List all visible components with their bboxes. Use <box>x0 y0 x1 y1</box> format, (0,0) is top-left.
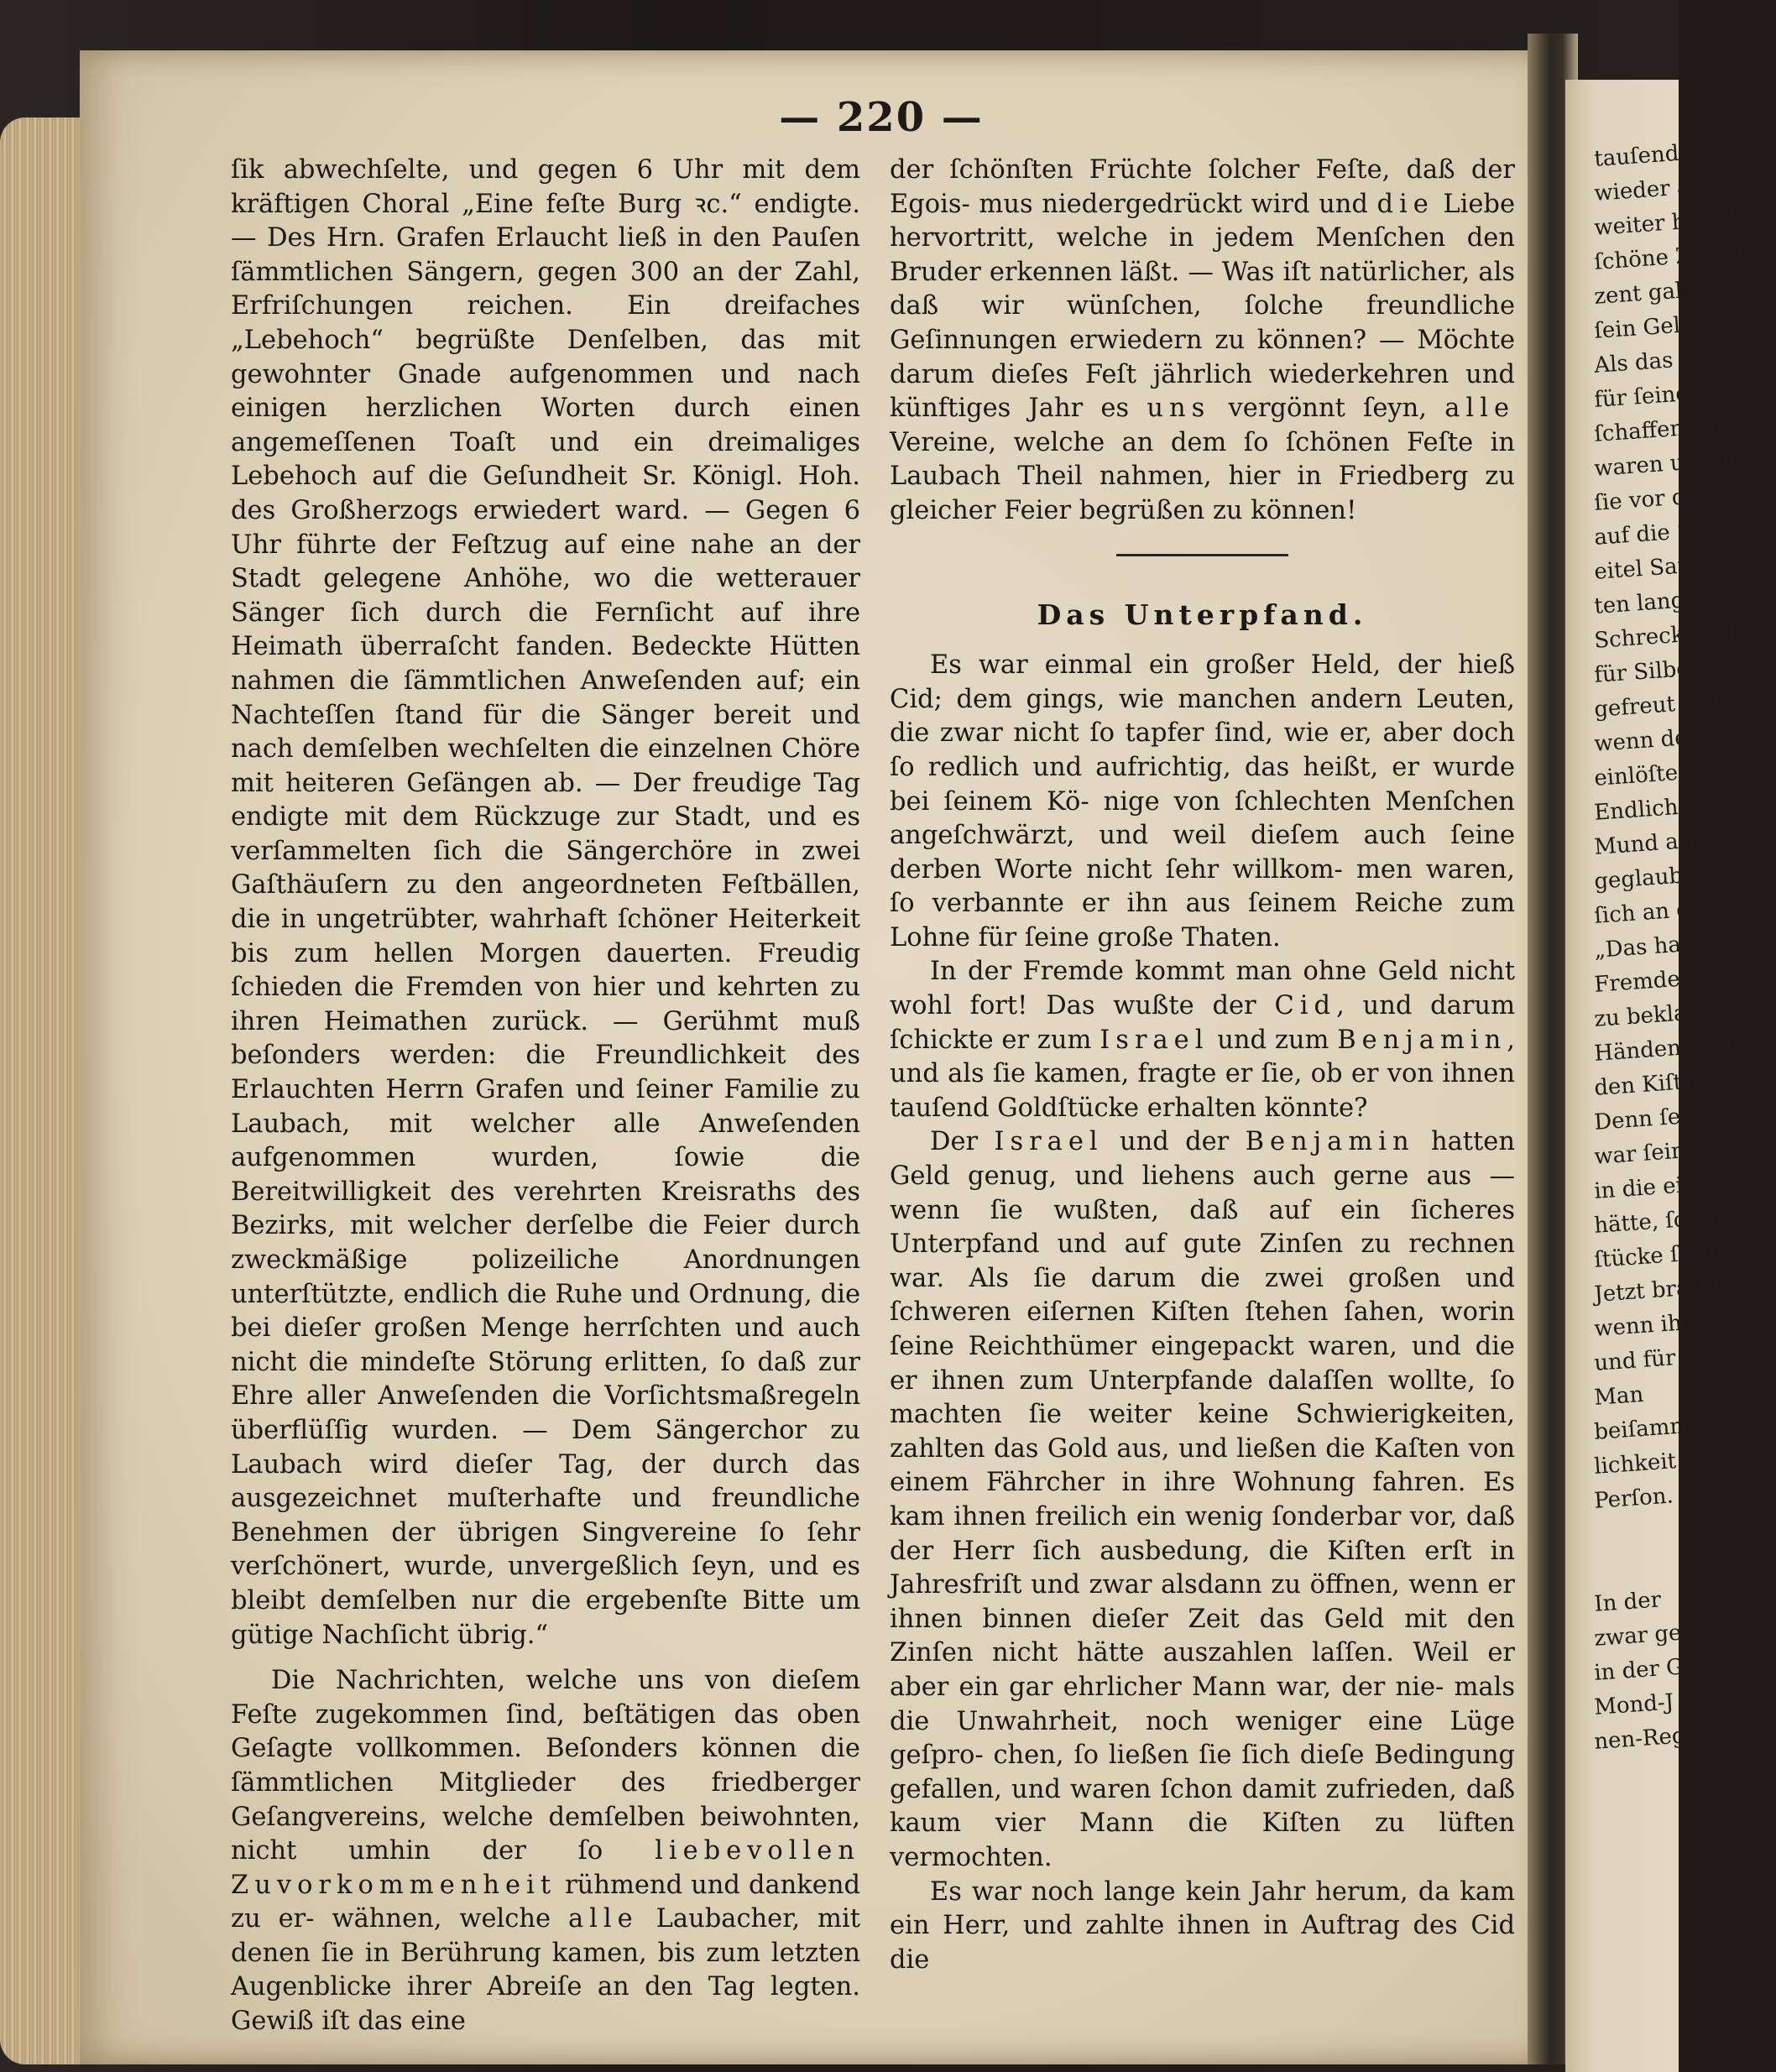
right-p3-part-a: In der Fremde kommt man ohne Geld nicht wohl fort! Das wußte der <box>890 957 1515 1021</box>
emphasis-die: die <box>1376 189 1434 219</box>
adjacent-page-line: einlöſte. <box>1593 759 1686 791</box>
article-title: Das Unterpfand. <box>1037 598 1368 631</box>
right-p3-part-b: , und darum ſchickte er zum <box>890 991 1515 1055</box>
adjacent-page-line: Jetzt braucl <box>1593 1273 1723 1307</box>
emphasis-alle: alle <box>567 1904 639 1934</box>
right-paragraph-5: Es war noch lange kein Jahr herum, da kam ein Herr, und zahlte ihnen in Auftrag des Cid die <box>890 1876 1515 1975</box>
right-p3-part-c: und zum <box>1209 1025 1338 1055</box>
right-p4-part-b: und der <box>1103 1127 1246 1157</box>
left-column <box>231 154 860 2039</box>
adjacent-page-line: den Kiſten ſ <box>1593 1067 1725 1101</box>
adjacent-page-line: und für e <box>1593 1344 1697 1376</box>
name-benjamin: Benjamin <box>1337 1025 1507 1055</box>
left-paragraph-2-start: Die Nachrichten, welche uns von dieſem Feſte zugekommen ſind, beſtätigen das oben Geſagte vollkommen. Beſonders können die ſämmtlichen Mitglieder des friedberger Geſangvereins, welche demſelben beiwohnten, nicht umhin der ſo <box>231 1666 860 1866</box>
adjacent-page-line: Mond-J <box>1593 1689 1675 1720</box>
adjacent-page-line: waren und ih <box>1593 446 1742 482</box>
adjacent-page-line: ſich an die W <box>1593 893 1741 929</box>
name-benjamin-2: Benjamin <box>1245 1127 1415 1157</box>
adjacent-page-line: wenn ihr <box>1593 1309 1694 1342</box>
right-paragraph-1 <box>890 154 1515 529</box>
right-p1-part-b: Liebe hervortritt, welche in jedem Menſchen den Bruder erkennen läßt. — Was iſt natürlicher, als daß wir wünſchen, ſolche freundliche Geſinnungen erwiedern zu können? — Möchte darum dieſes Feſt jährlich wiederkehren und künftiges Jahr es <box>890 189 1515 424</box>
adjacent-page-line: wenn der C <box>1593 723 1723 757</box>
adjacent-page-line: eitel Sand <box>1593 551 1706 585</box>
right-p3-part-d: , und als ſie kamen, fragte er ſie, ob er von ihnen tauſend Goldſtücke erhalten könnte? <box>890 1025 1515 1123</box>
adjacent-page-line: ſchaffen, und <box>1593 411 1741 447</box>
right-paragraph-2: Es war einmal ein großer Held, der hieß Cid; dem gings, wie manchen andern Leuten, die zwar nicht ſo tapfer ſind, wie er, aber doch ſo redlich und aufrichtig, das heißt, er wurde bei ſeinem Kö- nige von ſchlechten Menſchen angeſchwärzt, und weil dieſem auch ſeine derben Worte nicht ſehr willkom- men waren, ſo verbannte er ihn aus ſeinem Reiche zum Lohne für ſeine große Thaten. <box>890 650 1515 952</box>
left-paragraph-2-end: Laubacher, mit denen ſie in Berührung kamen, bis zum letzten Augenblicke ihrer Abreiſe an den Tag legten. Gewiß iſt das eine <box>231 1904 860 2037</box>
right-paragraph-3 <box>890 955 1515 1125</box>
book-page-edges <box>0 117 92 2064</box>
left-paragraph-2-mid: rühmend und dankend zu er- wähnen, welche <box>231 1870 860 1934</box>
adjacent-page-line: ſtücke ſo oft <box>1593 1238 1730 1273</box>
adjacent-page-line: ten lange G <box>1593 585 1723 619</box>
right-p1-part-a: der ſchönſten Früchte ſolcher Feſte, daß der Egois- mus niedergedrückt wird und <box>890 155 1515 219</box>
emphasis-liebevollen: liebevollen <box>655 1836 860 1866</box>
name-israel-2: Israel <box>994 1127 1104 1157</box>
adjacent-page-line: in der Ge <box>1593 1653 1698 1686</box>
right-p4-part-c: hatten Geld genug, und liehens auch gerne aus — wenn ſie wußten, daß auf ein ſicheres Unterpfand und auf gute Zinſen zu rechnen war. Als ſie darum die zwei großen und ſchweren eiſernen Kiſten ſtehen ſahen, worin ſeine Reichthümer eingepackt waren, und die er ihnen zum Unterpfande dalaſſen wollte, ſo machten ſie weiter keine Schwierigkeiten, zahlten das Gold aus, und ließen die Kaſten von einem Fährcher in ihre Wohnung fahren. Es kam ihnen freilich ein wenig ſonderbar vor, daß der Herr ſich ausbedung, die Kiſten erſt in Jahresfriſt und zwar alsdann zu öffnen, wenn er ihnen binnen dieſer Zeit das Geld mit den Zinſen nicht hätte auszahlen laſſen. Weil er aber ein gar ehrlicher Mann war, der nie- mals die Unwahrheit, noch weniger eine Lüge geſpro- chen, ſo ließen ſie ſich dieſe Bedingung gefallen, und waren ſchon damit zufrieden, daß kaum vier Mann die Kiſten zu lüften vermochten. <box>890 1127 1515 1872</box>
emphasis-alle-vereine: alle <box>1444 394 1515 424</box>
adjacent-page-line: ſein Geld eine <box>1593 308 1749 344</box>
adjacent-page-line: zent gab kein <box>1593 274 1744 310</box>
right-p1-part-d: Vereine, welche an dem ſo ſchönen Feſte in Laubach Theil nahmen, hier in Friedberg zu gleicher Feier begrüßen zu können! <box>890 427 1515 525</box>
adjacent-page-line: hätte, ſo wü <box>1593 1203 1727 1239</box>
adjacent-page-line: Als das G <box>1593 346 1699 378</box>
name-israel: Israel <box>1100 1025 1209 1055</box>
adjacent-page-line: für ſeinen H <box>1593 378 1730 413</box>
adjacent-page-line: Fremde, und <box>1593 963 1737 998</box>
left-paragraph-1: ſik abwechſelte, und gegen 6 Uhr mit dem kräftigen Choral „Eine feſte Burg ꝛc.“ endigte. — Des Hrn. Grafen Erlaucht ließ in den Pauſen ſämmtlichen Sängern, gegen 300 an der Zahl, Erfriſchungen reichen. Ein dreifaches „Lebehoch“ begrüßte Denſelben, das mit gewohnter Gnade aufgenommen und nach einigen herzlichen Worten durch einen angemeſſenen Toaſt und ein dreimaliges Lebehoch auf die Geſundheit Sr. Königl. Hoh. des Großherzogs erwiedert ward. — Gegen 6 Uhr führte der Feſtzug auf eine nahe an der Stadt gelegene Anhöhe, wo die wetterauer Sänger ſich durch die Fernſicht auf ihre Heimath überraſcht fanden. Bedeckte Hütten nahmen die ſämmtlichen Anweſenden auf; ein Nachteſſen ſtand für die Sänger bereit und nach demſelben wechſelten die einzelnen Chöre mit heiteren Geſängen ab. — Der freudige Tag endigte mit dem Rückzuge zur Stadt, und es verſammelten ſich die Sängerchöre in zwei Gaſthäuſern zu den angeordneten Feſtbällen, die in ungetrübter, wahrhaft ſchöner Heiterkeit bis zum hellen Morgen dauerten. Freudig ſchieden die Fremden von hier und kehrten zu ihren Heimathen zurück. — Gerühmt muß beſonders werden: die Freundlichkeit des Erlauchten Herrn Grafen und ſeiner Familie zu Laubach, mit welcher alle Anweſenden aufgenommen wurden, ſowie die Bereitwilligkeit des verehrten Kreisraths des Bezirks, mit welcher derſelbe die Feier durch zweckmäßige polizeiliche Anordnungen unterſtützte, endlich die Ruhe und Ordnung, die bei dieſer großen Menge herrſchten und auch nicht die mindeſte Störung erlitten, ſo daß zur Ehre aller Anweſenden die Vorſichtsmaßregeln überflüſſig wurden. — Dem Sängerchor zu Laubach wird dieſer Tag, der durch das ausgezeichnet muſterhafte und freundliche Benehmen der übrigen Singvereine ſo ſehr verſchönert, wurde, unvergeßlich ſeyn, und es bleibt demſelben nur die ergebenſte Bitte um gütige Nachſicht übrig.“ <box>231 155 860 1650</box>
emphasis-uns: uns <box>1147 394 1211 424</box>
adjacent-page-line: wieder aus, u <box>1593 170 1744 206</box>
adjacent-page-line: tauſend Goldſt <box>1593 135 1755 172</box>
adjacent-page-line: Denn ſein ei <box>1593 1100 1730 1135</box>
adjacent-page-line: zwar gegen <box>1593 1617 1724 1652</box>
emphasis-zuvorkommenheit: Zuvorkommenheit <box>231 1870 557 1900</box>
adjacent-page-line: „Das hat <box>1593 932 1691 963</box>
section-divider <box>1116 554 1288 556</box>
adjacent-page-line: Endlich g <box>1593 793 1700 826</box>
right-paragraph-4 <box>890 1125 1515 1875</box>
right-column <box>890 154 1515 1977</box>
adjacent-page-line: Händen habt. <box>1593 1031 1746 1067</box>
adjacent-page-line: geglaubt von <box>1593 859 1739 895</box>
adjacent-page-line: beiſammen. <box>1593 1411 1726 1445</box>
adjacent-page-line: auf die Str <box>1593 517 1712 551</box>
left-paragraph-2 <box>231 1664 860 2039</box>
adjacent-page-line: gefreut gehabt <box>1593 686 1760 723</box>
adjacent-page-line: lichkeit und <box>1593 1445 1726 1480</box>
adjacent-page-line: nen-Regen <box>1593 1721 1714 1755</box>
adjacent-page-line: für Silberzeug <box>1593 651 1753 688</box>
adjacent-page-line: Schrecken. E <box>1593 618 1742 654</box>
adjacent-page-line: ſchöne Zeiten fü <box>1593 237 1776 275</box>
adjacent-page-line: war ſein eh <box>1593 1135 1721 1170</box>
right-p4-part-a: Der <box>930 1127 995 1157</box>
right-p1-part-c: vergönnt ſeyn, <box>1210 394 1445 424</box>
adjacent-page-line: Man <box>1593 1381 1645 1411</box>
adjacent-page-line: weiter hin als <box>1593 205 1746 241</box>
name-cid: Cid <box>1274 991 1337 1021</box>
adjacent-page-line: Perſon. <box>1593 1483 1674 1514</box>
adjacent-page-line: zu beklagen, <box>1593 997 1736 1032</box>
adjacent-page-line: in die eiſern <box>1593 1169 1729 1204</box>
adjacent-page-line: ſie vor dem S <box>1593 480 1742 516</box>
adjacent-page-line: In der <box>1593 1587 1662 1617</box>
page-number: — 220 — <box>779 94 984 141</box>
adjacent-page-line: Mund auf un <box>1593 825 1737 860</box>
